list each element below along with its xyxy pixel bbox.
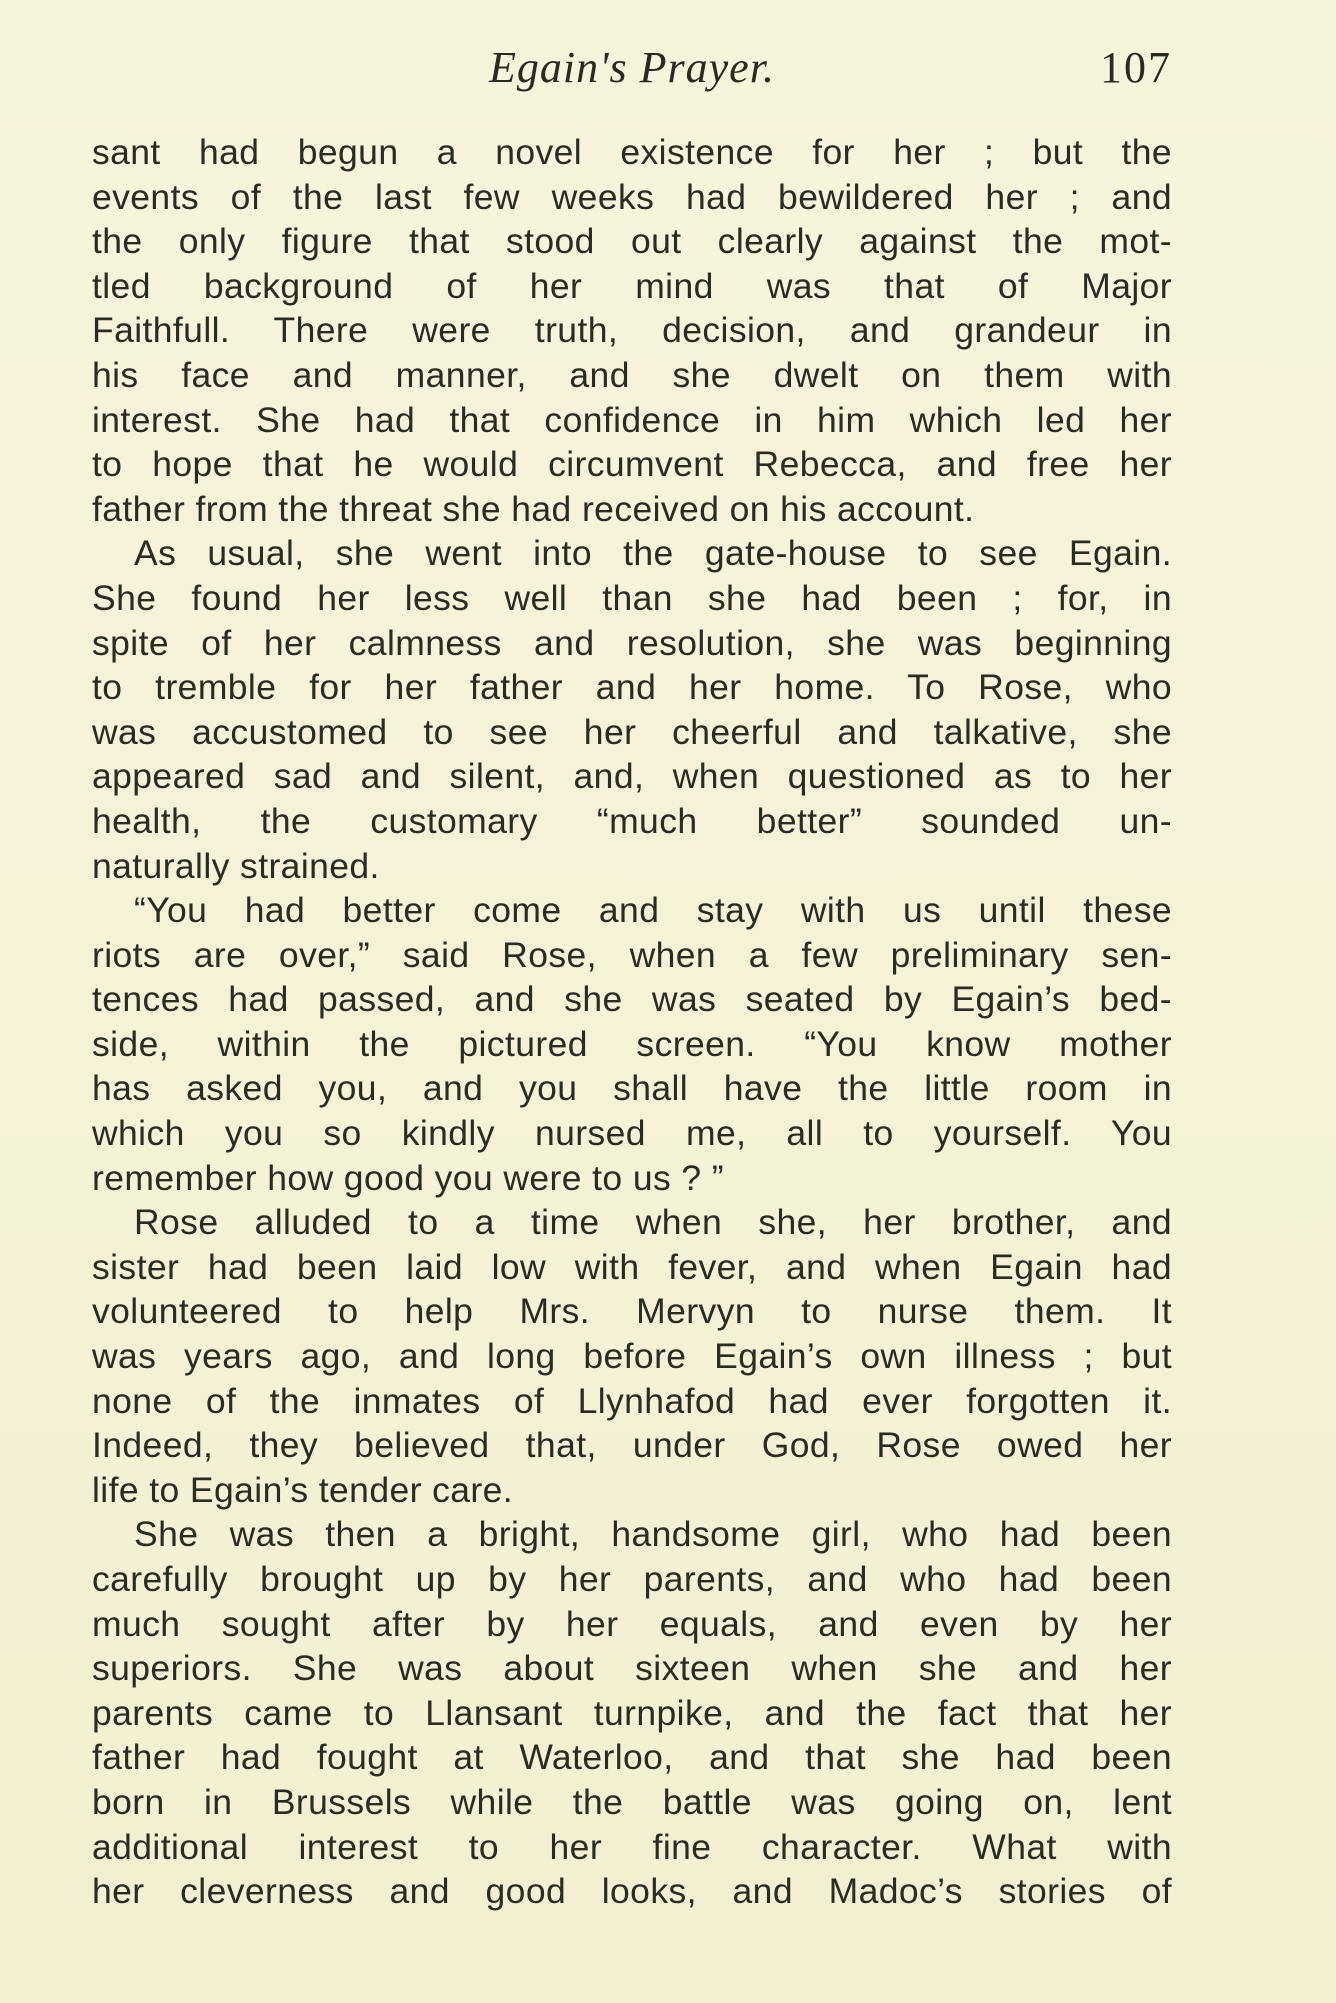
text-line: “You had better come and stay with us until these bbox=[134, 890, 1172, 931]
text-line: tled background of her mind was that of Major bbox=[92, 265, 1172, 306]
text-line: appeared sad and silent, and, when questioned as to her bbox=[92, 756, 1172, 797]
text-line: father had fought at Waterloo, and that she had been bbox=[92, 1737, 1172, 1778]
text-line: father from the threat she had received on his account. bbox=[92, 488, 975, 529]
text-line: tences had passed, and she was seated by Egain’s bed- bbox=[92, 979, 1172, 1020]
text-line: much sought after by her equals, and even by her bbox=[92, 1603, 1172, 1644]
text-line: additional interest to her fine character. What with bbox=[92, 1826, 1172, 1867]
text-line: volunteered to help Mrs. Mervyn to nurse them. It bbox=[92, 1291, 1172, 1332]
text-line: parents came to Llansant turnpike, and the fact that her bbox=[92, 1692, 1172, 1733]
text-line: Rose alluded to a time when she, her brother, and bbox=[134, 1202, 1172, 1243]
running-head bbox=[92, 38, 1172, 108]
text-line: side, within the pictured screen. “You know mother bbox=[92, 1023, 1172, 1064]
text-line: which you so kindly nursed me, all to yourself. You bbox=[92, 1113, 1172, 1154]
text-line: health, the customary “much better” sounded un- bbox=[92, 800, 1172, 841]
text-line: to tremble for her father and her home. To Rose, who bbox=[92, 667, 1172, 708]
text-line: sister had been laid low with fever, and when Egain had bbox=[92, 1246, 1172, 1287]
text-line: naturally strained. bbox=[92, 845, 380, 886]
text-line: was years ago, and long before Egain’s own illness ; but bbox=[92, 1336, 1172, 1377]
text-line: was accustomed to see her cheerful and talkative, she bbox=[92, 711, 1172, 752]
text-line: the only figure that stood out clearly against the mot- bbox=[92, 221, 1172, 262]
text-line: As usual, she went into the gate-house to see Egain. bbox=[134, 533, 1172, 574]
text-line: She was then a bright, handsome girl, who had been bbox=[134, 1514, 1172, 1555]
text-line: sant had begun a novel existence for her ; but the bbox=[92, 132, 1172, 172]
text-line: his face and manner, and she dwelt on them with bbox=[92, 354, 1172, 395]
text-line: riots are over,” said Rose, when a few preliminary sen- bbox=[92, 934, 1172, 975]
text-line: to hope that he would circumvent Rebecca, and free her bbox=[92, 444, 1172, 485]
text-line: Indeed, they believed that, under God, Rose owed her bbox=[92, 1425, 1172, 1466]
text-line: superiors. She was about sixteen when she and her bbox=[92, 1648, 1172, 1689]
text-line: events of the last few weeks had bewildered her ; and bbox=[92, 176, 1172, 217]
text-line: has asked you, and you shall have the little room in bbox=[92, 1068, 1172, 1109]
text-line: carefully brought up by her parents, and who had been bbox=[92, 1559, 1172, 1599]
running-title: Egain's Prayer. bbox=[489, 43, 775, 92]
text-line: life to Egain’s tender care. bbox=[92, 1469, 514, 1510]
text-line: remember how good you were to us ? ” bbox=[92, 1157, 725, 1198]
text-line: interest. She had that confidence in him which led her bbox=[92, 399, 1172, 440]
page-number: 107 bbox=[1100, 43, 1172, 92]
text-line: She found her less well than she had been ; for, in bbox=[92, 577, 1172, 618]
body-text bbox=[92, 130, 1172, 1914]
text-line: her cleverness and good looks, and Madoc’s stories of bbox=[92, 1871, 1172, 1912]
text-line: born in Brussels while the battle was going on, lent bbox=[92, 1781, 1172, 1822]
text-line: spite of her calmness and resolution, she was beginning bbox=[92, 622, 1172, 663]
text-line: Faithfull. There were truth, decision, and grandeur in bbox=[92, 310, 1172, 351]
text-line: none of the inmates of Llynhafod had ever forgotten it. bbox=[92, 1380, 1172, 1421]
